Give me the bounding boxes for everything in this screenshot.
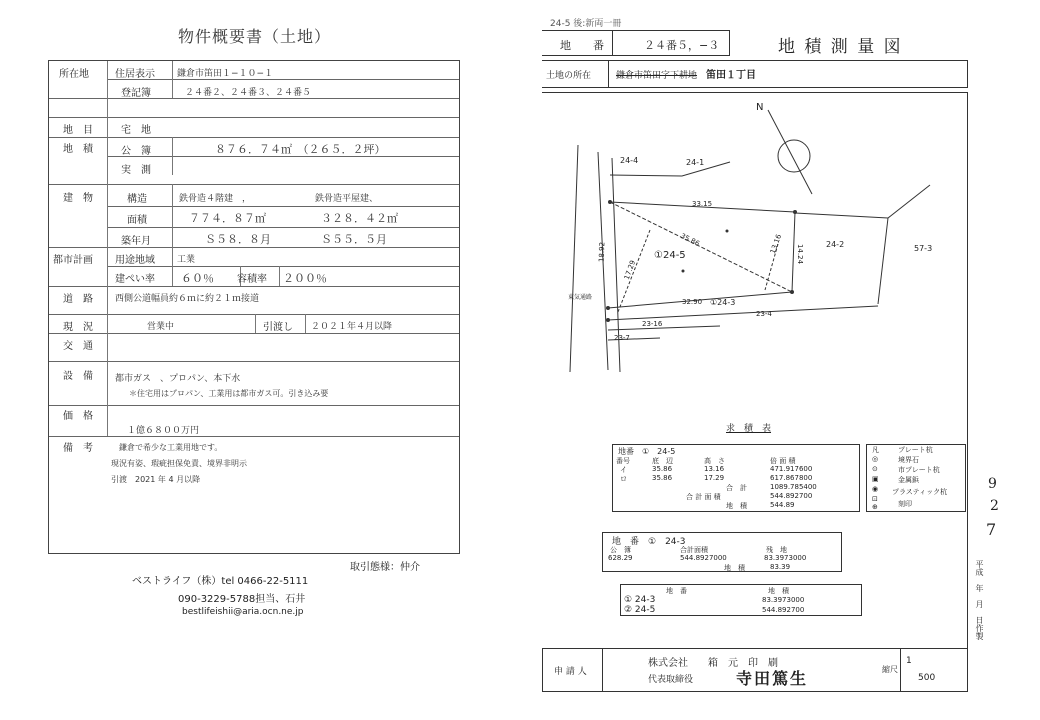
calc-table-1-col-3: 倍 面 積: [770, 457, 796, 465]
registry-value: ２４番２、２４番３、２４番５: [185, 88, 312, 98]
plot-label-23-4: 23-4: [756, 310, 772, 318]
legend-item-3: 市プレート杭: [898, 466, 940, 474]
status-value: 営業中: [147, 322, 175, 332]
lot-24-3-strip: [608, 306, 878, 320]
calc-half-label: 合 計 面 積: [686, 493, 721, 501]
company-contact: ベストライフ（株）tel 0466-22-5111: [132, 576, 309, 587]
calc-table-3-area-2: 544.892700: [762, 606, 805, 614]
side-number-3: 7: [986, 520, 997, 539]
survey-header-scribble: 24-5 後:新両一冊: [550, 19, 622, 29]
status-label: 現 況: [63, 322, 93, 333]
plot-label-24-3: ①24-3: [710, 298, 736, 307]
zoning-value: 工業: [177, 255, 196, 265]
legend-symbol-4: ◉: [872, 485, 879, 493]
calc-row-2-height: 17.29: [704, 474, 725, 482]
coverage-value: ６０％: [181, 272, 214, 285]
calc-table-2-remaining: 83.3973000: [764, 554, 807, 562]
compass-needle: [768, 110, 812, 194]
zoning-label: 用途地域: [115, 255, 155, 266]
applicant-name: 寺田篤生: [736, 669, 809, 688]
summary-title: 物件概要書（土地）: [178, 27, 332, 46]
dimension-18-92: 18.92: [597, 241, 607, 263]
structure-label: 構造: [127, 194, 147, 205]
transport-label: 交 通: [63, 341, 93, 352]
calc-half-value: 544.892700: [770, 492, 813, 500]
legend-item-1: プレート杭: [898, 446, 933, 454]
scale-label: 縮尺: [882, 665, 898, 674]
lot-label: 地 番: [560, 39, 604, 52]
legend-title: 凡: [872, 446, 879, 454]
compass-circle: [778, 140, 810, 172]
calc-row-1-base: 35.86: [652, 465, 673, 473]
road-note: 東気通路: [568, 294, 593, 301]
plot-label-24-1: 24-1: [686, 158, 705, 167]
remarks-line-3: 引渡 2021 年 4 月以降: [111, 475, 201, 484]
dimension-33-15: 33.15: [692, 200, 713, 208]
built-year-label: 築年月: [121, 236, 151, 247]
survey-point: [682, 270, 685, 273]
floor-area-label: 面積: [127, 215, 147, 226]
registered-area-label: 公 簿: [121, 146, 151, 157]
calc-table-2-col-1: 合計面積: [680, 546, 708, 554]
dimension-13-16: 13.16: [768, 233, 784, 255]
survey-location-value: 鎌倉市笛田字下耕地: [616, 71, 698, 81]
plot-label-57-3: 57-3: [914, 244, 933, 253]
calc-area-value: 544.89: [770, 501, 795, 509]
lot-24-5-diagonal: [610, 202, 792, 292]
north-arrow-label: N: [756, 102, 764, 113]
legend-symbol-2: ⊙: [872, 465, 878, 473]
survey-point: [606, 306, 610, 310]
calc-total-value: 1089.785400: [770, 483, 817, 491]
legend-symbol-5: ⊡: [872, 495, 878, 503]
calc-table-2-header: 地 番 ① 24-3: [612, 537, 686, 547]
calc-row-1-height: 13.16: [704, 465, 725, 473]
calc-table-2-area-label: 地 積: [724, 564, 745, 572]
calc-table-2-total: 544.8927000: [680, 554, 727, 562]
location-label: 所在地: [59, 69, 89, 80]
survey-point: [608, 200, 612, 204]
calc-area-label: 地 積: [726, 502, 747, 510]
calc-table-3-lot-1: ① 24-3: [624, 595, 656, 605]
building-label: 建 物: [63, 193, 93, 204]
calc-table-1-col-1: 底 辺: [652, 457, 673, 465]
lot-57-3-edge: [888, 185, 930, 218]
remarks-line-2: 現況有姿、瑕疵担保免責、境界非明示: [111, 459, 247, 468]
structure-value-1: 鉄骨造４階建 ，: [179, 194, 252, 204]
calc-row-1-area: 471.917600: [770, 465, 813, 473]
facilities-note: ＊住宅用はプロパン、工業用は都市ガス可。引き込み要: [129, 389, 329, 398]
survey-point: [793, 210, 797, 214]
side-number-2: 2: [990, 498, 999, 514]
calc-table-3-lot-2: ② 24-5: [624, 605, 656, 615]
dimension-35-86: 35.86: [679, 232, 701, 248]
facilities-value: 都市ガス 、プロパン、本下水: [115, 374, 241, 384]
built-year-value-2: Ｓ５５．５月: [321, 233, 387, 246]
legend-item-6: 刻印: [898, 500, 912, 508]
lot-value: ２４番５，−３: [644, 39, 720, 52]
side-creation-date: 平成 年 月 日作製: [975, 560, 984, 640]
land-category-value: 宅 地: [121, 125, 151, 136]
built-year-value-1: Ｓ５８．８月: [205, 233, 271, 246]
address-value: 鎌倉市笛田１−１０−１: [177, 69, 274, 79]
plot-label-24-4: 24-4: [620, 156, 639, 165]
calc-table-3-col-1: 地 積: [768, 587, 789, 595]
calc-row-2-no: ロ: [620, 475, 627, 483]
calc-table-3-col-0: 地 番: [666, 587, 687, 595]
facilities-label: 設 備: [63, 371, 93, 382]
far-value: ２００％: [283, 272, 327, 285]
dimension-14-24: 14.24: [796, 243, 805, 265]
address-label: 住居表示: [115, 69, 155, 80]
calc-table-1-col-0: 番号: [616, 457, 630, 465]
remarks-label: 備 考: [63, 443, 93, 454]
survey-point: [726, 230, 729, 233]
calc-row-1-no: イ: [620, 466, 627, 474]
plot-label-23-7: 23-7: [614, 334, 630, 342]
road-label: 道 路: [63, 294, 93, 305]
city-planning-label: 都市計画: [53, 255, 93, 266]
dimension-32-90: 32.90: [682, 298, 703, 306]
lot-24-5-height-2: [618, 230, 650, 312]
calc-table-2-area: 83.39: [770, 563, 791, 571]
legend-item-2: 境界石: [898, 456, 919, 464]
calc-table-2-registered: 628.29: [608, 554, 633, 562]
calc-table-3-area-1: 83.3973000: [762, 596, 805, 604]
survey-location-label: 土地の所在: [546, 71, 592, 81]
registry-label: 登記簿: [121, 88, 151, 99]
area-label: 地 積: [63, 144, 93, 155]
lot-24-5-right: [792, 212, 795, 292]
calc-table-title: 求 積 表: [726, 424, 772, 434]
legend-item-5: プラスティック杭: [892, 488, 948, 496]
survey-point: [790, 290, 794, 294]
legend-symbol-6: ⊕: [872, 503, 878, 511]
side-number-1: 9: [988, 476, 997, 492]
summary-table: [48, 60, 460, 554]
legend-symbol-3: ▣: [872, 475, 879, 483]
remarks-line-1: 鎌倉で希少な工業用地です。: [119, 443, 223, 452]
far-label: 容積率: [237, 274, 267, 285]
applicant-company: 株式会社 箱 元 印 刷: [648, 658, 778, 669]
applicant-title: 代表取締役: [648, 675, 694, 685]
survey-location-new: 笛田１丁目: [706, 70, 756, 81]
calc-table-1-header: 地番 ① 24-5: [618, 447, 676, 456]
survey-point: [606, 318, 610, 322]
scale-denominator: 500: [918, 673, 936, 683]
scale-numerator: 1: [906, 656, 912, 666]
legend-item-4: 金属鋲: [898, 476, 919, 484]
handover-label: 引渡し: [263, 322, 293, 333]
price-value: １億６８００万円: [127, 426, 200, 436]
calc-table-2-col-2: 残 地: [766, 546, 787, 554]
email-contact: bestlifeishii@aria.ocn.ne.jp: [182, 607, 304, 617]
plot-label-23-16: 23-16: [642, 320, 663, 328]
coverage-label: 建ぺい率: [115, 274, 155, 285]
road-line-1: [570, 145, 578, 372]
measured-area-label: 実 測: [121, 165, 151, 176]
price-label: 価 格: [63, 411, 93, 422]
legend-symbol-1: ◎: [872, 455, 879, 463]
applicant-label: 申 請 人: [554, 667, 587, 677]
road-value: 西側公道幅員約６ｍに約２１ｍ接道: [115, 294, 260, 304]
land-survey-map: [520, 0, 1040, 720]
structure-value-2: 鉄骨造平屋建、: [315, 194, 379, 204]
calc-total-label: 合 計: [726, 484, 747, 492]
phone-contact: 090-3229-5788担当、石井: [178, 594, 306, 605]
calc-table-1-col-2: 高 さ: [704, 457, 725, 465]
handover-value: ２０２１年４月以降: [311, 322, 393, 332]
calc-row-2-base: 35.86: [652, 474, 673, 482]
plot-label-24-2: 24-2: [826, 240, 845, 249]
lot-23-16-line: [608, 326, 720, 330]
transaction-type: 取引態様：仲介: [350, 562, 420, 573]
floor-area-value-1: ７７４．８７㎡: [189, 212, 266, 225]
summary-area-table: [620, 584, 862, 616]
lot-24-2-right: [878, 218, 888, 304]
calc-table-2-col-0: 公 簿: [610, 546, 631, 554]
survey-title: 地 積 測 量 図: [778, 37, 903, 57]
dimension-17-29: 17.29: [622, 259, 638, 281]
floor-area-value-2: ３２８．４２㎡: [321, 212, 398, 225]
land-category-label: 地 目: [63, 125, 93, 136]
lot-24-2-top: [795, 213, 888, 218]
plot-label-24-5: ①24-5: [654, 250, 686, 261]
registered-area-value: ８７６．７４㎡ （２６５．２坪）: [215, 143, 386, 156]
calc-row-2-area: 617.867800: [770, 474, 813, 482]
